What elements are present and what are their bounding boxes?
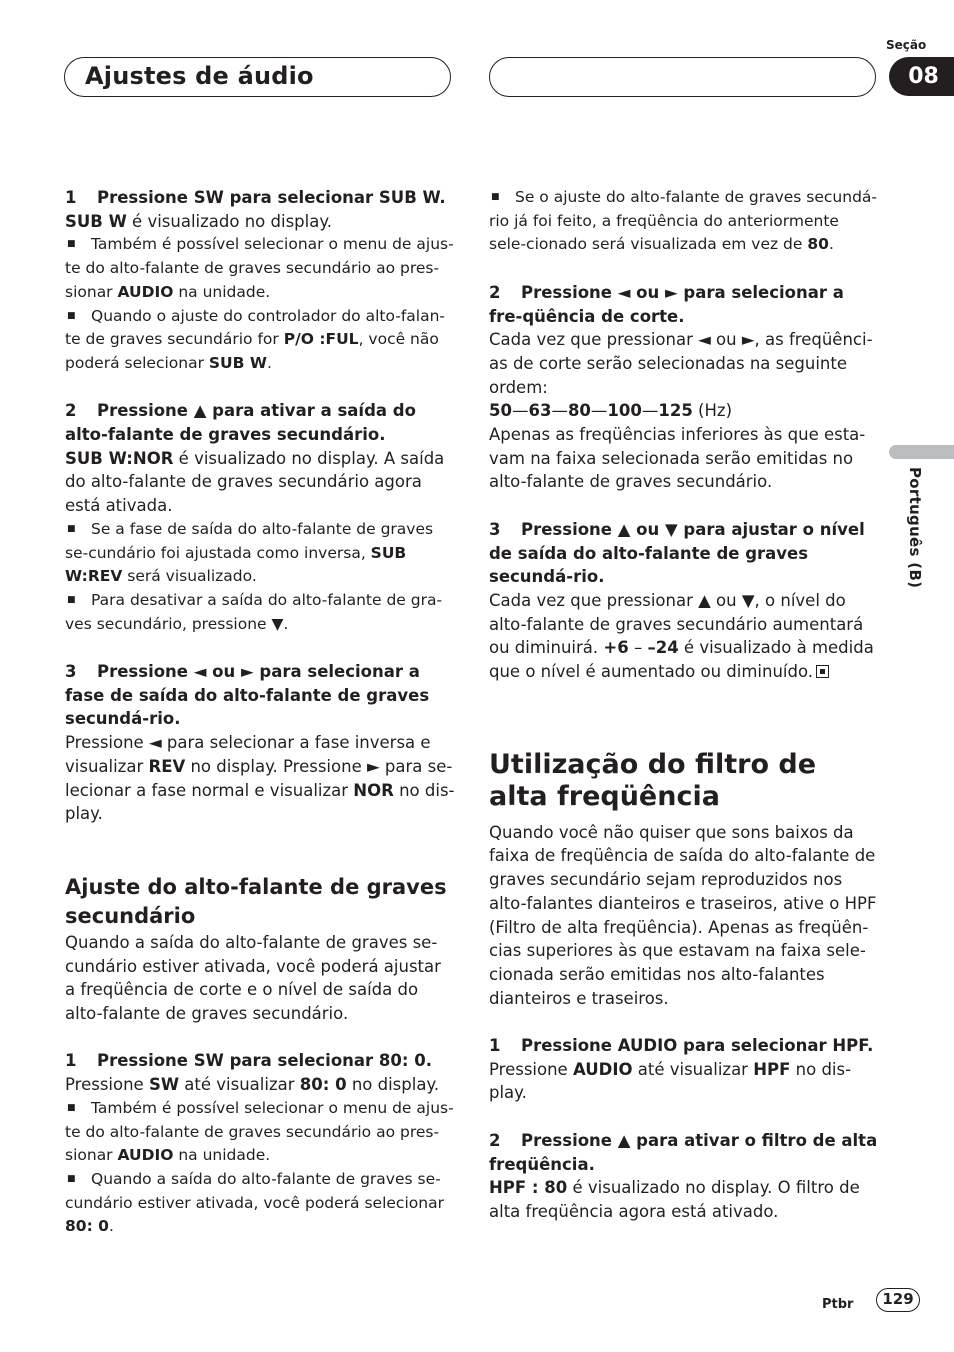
step-heading: 3 Pressione ◄ ou ► para selecionar a fase de saída do alto-falante de graves secundá-rio. — [65, 662, 430, 729]
note-item: ■ Também é possível selecionar o menu de ajus-te do alto-falante de graves secundário ao pres-sionar AUDIO na unidade. — [65, 1097, 455, 1168]
section-heading: Utilização do filtro de alta freqüência — [489, 748, 817, 812]
section-label: Seção — [886, 38, 927, 52]
step-text: Cada vez que pressionar ◄ ou ►, as freqüênci-as de corte serão selecionadas na seguinte ordem: — [489, 330, 873, 397]
side-language-tab — [889, 445, 954, 459]
step-text: Cada vez que pressionar ▲ ou ▼, o nível do alto-falante de graves secundário aumentará ou diminuirá. +6 – –24 é visualizado à medida que o nível é aumentado ou diminuído. — [489, 590, 874, 682]
step-text: Apenas as freqüências inferiores às que esta-vam na faixa selecionada serão emitidas no alto-falante de graves secundário. — [489, 425, 866, 492]
step-heading: 1 Pressione SW para selecionar SUB W. — [65, 188, 446, 207]
right-column — [489, 186, 879, 1224]
note-item: ■ Se o ajuste do alto-falante de graves secundá-rio já foi feito, a freqüência do anteriormente sele-cionado será visualizada em vez de 80. — [489, 186, 879, 257]
frequency-sequence: 50—63—80—100—125 (Hz) — [489, 401, 732, 421]
subsection-intro: Quando a saída do alto-falante de graves se-cundário estiver ativada, você poderá ajustar a freqüência de corte e o nível de saída do alto-falante de graves secundário. — [65, 932, 441, 1024]
note-item: ■ Para desativar a saída do alto-falante de gra-ves secundário, pressione ▼. — [65, 589, 455, 636]
end-of-section-icon — [816, 665, 829, 678]
step-text: Pressione SW até visualizar 80: 0 no display. — [65, 1075, 440, 1095]
footer-language-code: Ptbr — [822, 1297, 854, 1312]
step-text: SUB W é visualizado no display. — [65, 211, 332, 231]
step-text: SUB W:NOR é visualizado no display. A saída do alto-falante de graves secundário agora está ativada. — [65, 448, 445, 516]
note-item: ■ Quando a saída do alto-falante de graves se-cundário estiver ativada, você poderá selecionar 80: 0. — [65, 1168, 455, 1239]
note-item: ■ Se a fase de saída do alto-falante de graves se-cundário foi ajustada como inversa, SUB W:REV será visualizado. — [65, 518, 455, 589]
page-number: 129 — [876, 1288, 920, 1312]
section-intro: Quando você não quiser que sons baixos da faixa de freqüência de saída do alto-falante de graves secundário sejam reproduzidos nos alto-falantes dianteiros e traseiros, ative o HPF (Filtro de alta freqüência). Apenas as freqüên-cias superiores às que estavam na faixa sele-cionada serão emitidas nos alto-falantes dianteiros e traseiros. — [489, 822, 877, 1008]
subsection-heading: Ajuste do alto-falante de graves secundário — [65, 874, 447, 928]
section-number-badge: 08 — [889, 57, 954, 96]
left-column — [65, 186, 455, 1239]
step-text: Pressione AUDIO até visualizar HPF no dis-play. — [489, 1059, 852, 1103]
note-item: ■ Também é possível selecionar o menu de ajus-te do alto-falante de graves secundário ao pres-sionar AUDIO na unidade. — [65, 233, 455, 304]
note-item: ■ Quando o ajuste do controlador do alto-falan-te de graves secundário for P/O :FUL, você não poderá selecionar SUB W. — [65, 305, 455, 376]
side-language-label: Português (B) — [906, 467, 924, 589]
step-heading: 1 Pressione AUDIO para selecionar HPF. — [489, 1036, 874, 1056]
step-heading: 2 Pressione ▲ para ativar a saída do alto-falante de graves secundário. — [65, 401, 416, 445]
step-heading: 2 Pressione ▲ para ativar o filtro de alta freqüência. — [489, 1130, 878, 1174]
step-heading: 3 Pressione ▲ ou ▼ para ajustar o nível de saída do alto-falante de graves secundá-rio. — [489, 519, 865, 587]
step-heading: 1 Pressione SW para selecionar 80: 0. — [65, 1051, 432, 1071]
step-text: HPF : 80 é visualizado no display. O filtro de alta freqüência agora está ativado. — [489, 1178, 860, 1221]
step-text: Pressione ◄ para selecionar a fase inversa e visualizar REV no display. Pressione ► para se-lecionar a fase normal e visualizar NOR no dis-play. — [65, 733, 455, 824]
step-heading: 2 Pressione ◄ ou ► para selecionar a fre-qüência de corte. — [489, 282, 844, 326]
page-title: Ajustes de áudio — [85, 62, 314, 90]
header-empty-frame — [489, 57, 876, 97]
